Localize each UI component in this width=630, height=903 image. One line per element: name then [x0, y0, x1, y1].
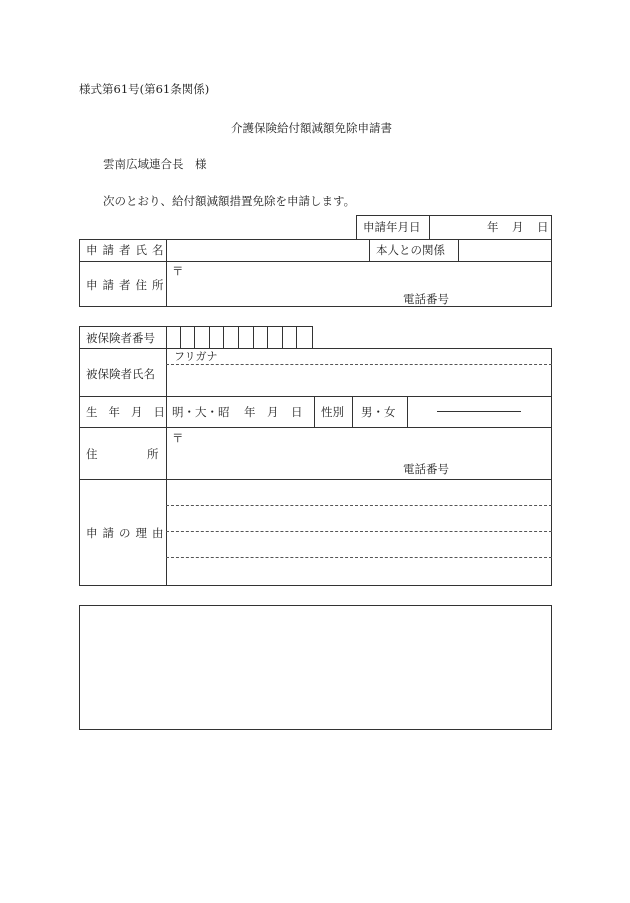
insured-number-digit-4[interactable]	[210, 326, 225, 348]
page-title: 介護保険給付額減額免除申請書	[231, 121, 392, 135]
date-year-unit: 年	[487, 220, 499, 234]
insured-phone-label: 電話番号	[403, 462, 449, 476]
furigana-input[interactable]	[226, 349, 550, 363]
form-number: 様式第61号(第61条関係)	[79, 82, 210, 96]
insured-number-digit-2[interactable]	[181, 326, 196, 348]
insured-number-digit-3[interactable]	[195, 326, 210, 348]
birth-day-unit: 日	[291, 405, 303, 419]
gender-label: 性別	[321, 405, 344, 419]
insured-number-digit-6[interactable]	[239, 326, 254, 348]
date-month-unit: 月	[512, 220, 524, 234]
applicant-address-input[interactable]	[186, 263, 550, 289]
furigana-label: フリガナ	[174, 350, 218, 363]
birth-month-unit: 月	[267, 405, 279, 419]
insured-number-digit-10[interactable]	[297, 326, 312, 348]
application-date-label: 申請年月日	[363, 220, 421, 234]
insured-number-digit-8[interactable]	[268, 326, 283, 348]
application-date-input[interactable]	[431, 217, 483, 238]
note-line	[437, 411, 521, 412]
reason-input[interactable]	[168, 481, 550, 584]
insured-number-digit-5[interactable]	[224, 326, 239, 348]
applicant-name-input[interactable]	[168, 241, 367, 260]
insured-number-boxes	[166, 326, 312, 349]
postal-mark: 〒	[172, 264, 184, 278]
addressee: 雲南広域連合長 様	[103, 157, 207, 171]
insured-name-input[interactable]	[168, 366, 550, 395]
applicant-name-label: 申請者氏名	[86, 243, 169, 257]
era-options[interactable]: 明・大・昭	[172, 405, 230, 419]
applicant-address-label: 申請者住所	[86, 278, 169, 292]
reason-label: 申請の理由	[86, 526, 169, 540]
applicant-phone-label: 電話番号	[403, 292, 449, 306]
intro-text: 次のとおり、給付額減額措置免除を申請します。	[103, 194, 356, 208]
birth-year-unit: 年	[244, 405, 256, 419]
insured-number-label: 被保険者番号	[86, 331, 155, 345]
birth-label: 生年月日	[86, 405, 176, 419]
date-day-unit: 日	[537, 220, 549, 234]
gender-options[interactable]: 男・女	[361, 405, 396, 419]
insured-postal-mark: 〒	[172, 431, 184, 445]
applicant-phone-input[interactable]	[452, 290, 550, 306]
insured-name-label: 被保険者氏名	[86, 367, 155, 381]
insured-address-label-2: 所	[147, 447, 159, 461]
insured-number-digit-1[interactable]	[166, 326, 181, 348]
relation-label: 本人との関係	[376, 243, 445, 257]
insured-phone-input[interactable]	[452, 460, 550, 477]
relation-input[interactable]	[460, 241, 550, 260]
insured-address-input[interactable]	[186, 430, 550, 458]
insured-number-digit-9[interactable]	[283, 326, 298, 348]
insured-number-digit-7[interactable]	[254, 326, 269, 348]
office-use-box	[79, 605, 552, 730]
insured-address-label-1: 住	[86, 447, 98, 461]
